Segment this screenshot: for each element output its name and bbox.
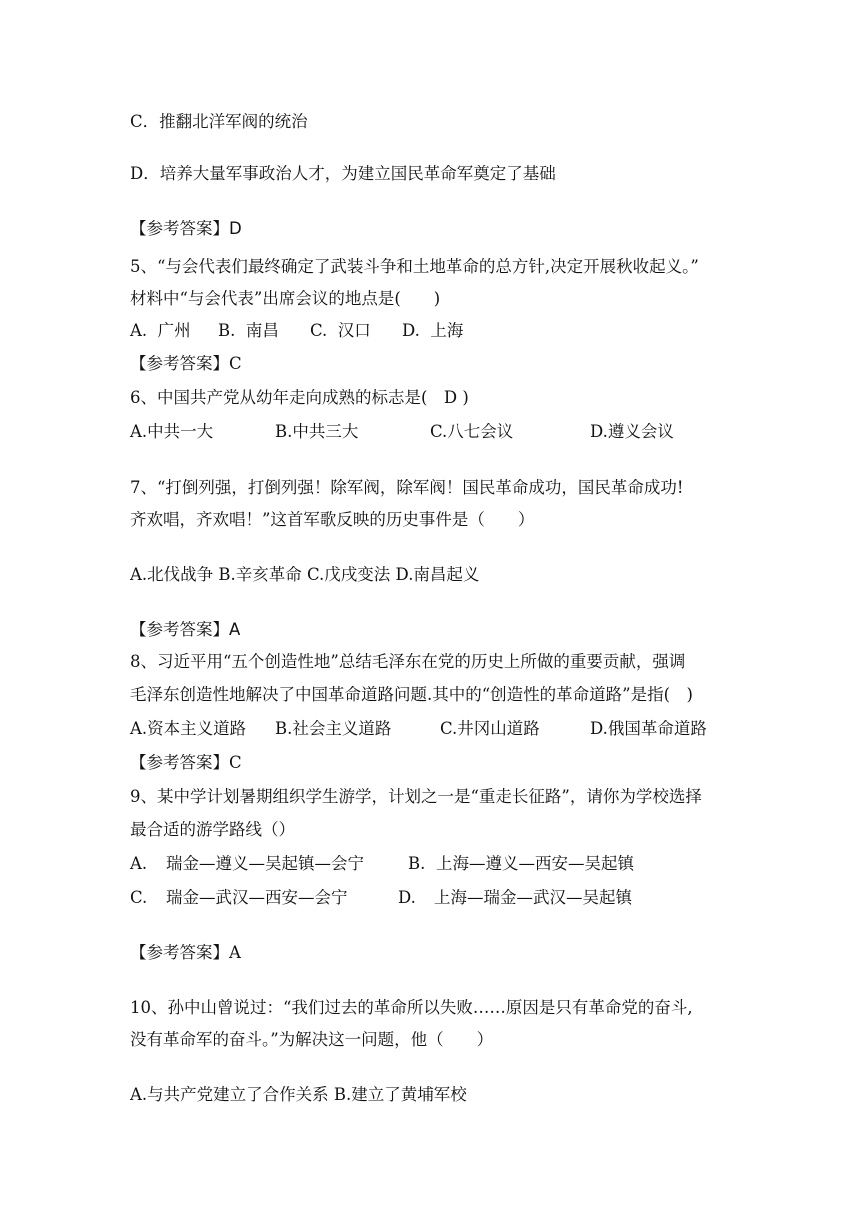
q4-option-d: D．培养大量军事政治人才，为建立国民革命军奠定了基础	[130, 164, 556, 183]
q8-option-b: B.社会主义道路	[275, 719, 392, 738]
q9-option-a-letter: A.	[130, 854, 148, 873]
q9-option-a: 瑞金—遵义—吴起镇—会宁	[166, 854, 364, 873]
q9-option-b: 上海—遵义—西安—吴起镇	[436, 854, 634, 873]
q6-option-b: B.中共三大	[275, 422, 359, 441]
q6-option-c: C.八七会议	[430, 422, 514, 441]
q7-options: A.北伐战争 B.辛亥革命 C.戊戌变法 D.南昌起义	[130, 565, 480, 584]
q9-option-c-letter: C.	[130, 888, 148, 907]
q5-stem-line2: 材料中“与会代表”出席会议的地点是( )	[130, 289, 441, 308]
q5-option-b: B. 南昌	[218, 321, 279, 340]
q8-stem-line2: 毛泽东创造性地解决了中国革命道路问题.其中的“创造性的革命道路”是指( )	[130, 685, 693, 704]
q7-stem-line2: 齐欢唱，齐欢唱！”这首军歌反映的历史事件是（ ）	[130, 510, 535, 529]
q6-option-d: D.遵义会议	[590, 422, 674, 441]
q9-stem-line1: 9、某中学计划暑期组织学生游学，计划之一是“重走长征路”，请你为学校选择	[130, 787, 702, 806]
q4-option-c: C．推翻北洋军阀的统治	[130, 112, 308, 131]
q5-stem-line1: 5、“与会代表们最终确定了武装斗争和土地革命的总方针,决定开展秋收起义。”	[130, 257, 699, 276]
q8-option-d: D.俄国革命道路	[590, 719, 707, 738]
q8-stem-line1: 8、习近平用“五个创造性地”总结毛泽东在党的历史上所做的重要贡献，强调	[130, 652, 686, 671]
q9-option-c: 瑞金—武汉—西安—会宁	[166, 888, 348, 907]
q5-option-d: D. 上海	[402, 321, 464, 340]
q7-answer: 【参考答案】A	[130, 620, 241, 639]
q6-option-a: A.中共一大	[130, 422, 214, 441]
q9-option-d-letter: D.	[398, 888, 416, 907]
q9-option-b-letter: B.	[408, 854, 426, 873]
q9-stem-line2: 最合适的游学路线（）	[130, 820, 295, 839]
q5-answer: 【参考答案】C	[130, 354, 242, 373]
q10-stem-line1: 10、孙中山曾说过：“我们过去的革命所以失败……原因是只有革命党的奋斗,	[130, 998, 693, 1017]
q9-answer: 【参考答案】A	[130, 943, 241, 962]
q9-option-d: 上海—瑞金—武汉—吴起镇	[434, 888, 632, 907]
q8-answer: 【参考答案】C	[130, 753, 242, 772]
q8-option-a: A.资本主义道路	[130, 719, 247, 738]
q10-stem-line2: 没有革命军的奋斗。”为解决这一问题，他（ ）	[130, 1030, 494, 1049]
q6-stem: 6、中国共产党从幼年走向成熟的标志是( D )	[130, 388, 469, 407]
q10-options: A.与共产党建立了合作关系 B.建立了黄埔军校	[130, 1085, 467, 1104]
q4-answer: 【参考答案】D	[130, 219, 242, 238]
q8-option-c: C.井冈山道路	[440, 719, 540, 738]
q7-stem-line1: 7、“打倒列强，打倒列强！除军阀，除军阀！国民革命成功，国民革命成功!	[130, 478, 684, 497]
q5-option-c: C. 汉口	[310, 321, 371, 340]
q5-option-a: A. 广州	[130, 321, 191, 340]
